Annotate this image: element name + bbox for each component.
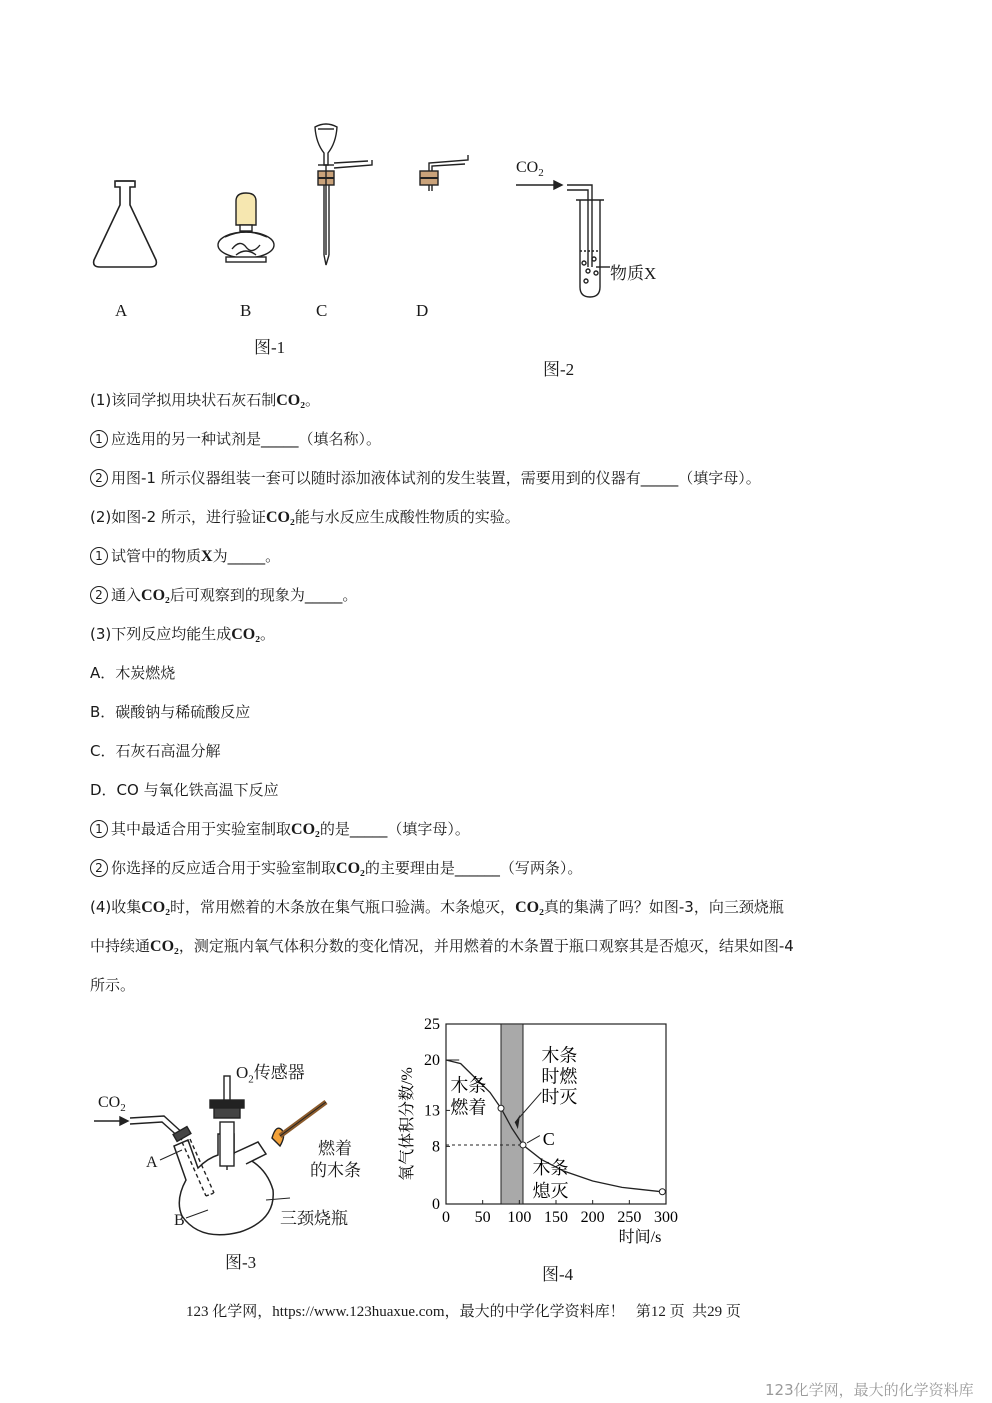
data-point bbox=[659, 1189, 665, 1195]
separatory-funnel-icon bbox=[315, 124, 372, 265]
q2-sub1-chem: X bbox=[201, 548, 213, 565]
alcohol-lamp-icon bbox=[218, 193, 274, 262]
fig3-stick-label-1: 燃着 bbox=[318, 1139, 352, 1158]
fig1-label-c: C bbox=[316, 301, 328, 320]
q3-option-c: C．石灰石高温分解 bbox=[90, 742, 221, 760]
x-axis-label: 时间/s bbox=[618, 1229, 662, 1246]
oxygen-fraction-chart bbox=[390, 1010, 720, 1255]
fig3-caption: 图-3 bbox=[225, 1253, 257, 1272]
test-tube-icon bbox=[567, 185, 610, 297]
q1-sub1-text: 应选用的另一种试剂是_____（填名称）。 bbox=[111, 430, 382, 448]
annotation-burning: 燃着 bbox=[450, 1097, 487, 1118]
figure-1-apparatus bbox=[80, 115, 500, 360]
fig1-caption: 图-1 bbox=[254, 338, 286, 357]
x-tick-label: 250 bbox=[617, 1209, 642, 1226]
q4-l1-post: 真的集满了吗？如图-3，向三颈烧瓶 bbox=[543, 898, 784, 916]
q3-title-pre: (3)下列反应均能生成 bbox=[90, 625, 232, 643]
figure-1 bbox=[80, 115, 500, 360]
arrow-right-icon bbox=[94, 1117, 128, 1125]
annotation-out: 木条 bbox=[532, 1157, 569, 1178]
q2-sub2-chem: CO₂ bbox=[141, 587, 170, 604]
q1-title bbox=[90, 390, 320, 411]
q3-title-post: 。 bbox=[260, 625, 276, 643]
x-tick-label: 100 bbox=[507, 1209, 532, 1226]
y-tick-label: 25 bbox=[424, 1016, 440, 1033]
q3-sub1 bbox=[90, 819, 470, 840]
q1-sub2-text: 用图-1 所示仪器组装一套可以随时添加液体试剂的发生装置，需要用到的仪器有_____（填字母）。 bbox=[111, 469, 761, 487]
figure-2 bbox=[510, 155, 700, 380]
annotation-flicker: 时燃 bbox=[541, 1066, 578, 1087]
q3-sub2-post: 的主要理由是______（写两条）。 bbox=[364, 859, 583, 877]
q2-title-pre: (2)如图-2 所示，进行验证 bbox=[90, 508, 266, 526]
fig1-label-d: D bbox=[416, 301, 429, 320]
q2-sub1-pre: 试管中的物质 bbox=[111, 547, 202, 565]
q3-sub2-pre: 你选择的反应适合用于实验室制取 bbox=[111, 859, 337, 877]
fig2-gas-label: $CO_2$ bbox=[516, 159, 544, 180]
annotation-flicker: 木条 bbox=[541, 1045, 578, 1066]
x-tick-label: 300 bbox=[654, 1209, 678, 1226]
q1-title-post: 。 bbox=[305, 391, 321, 409]
fig3-flask-label: 三颈烧瓶 bbox=[280, 1209, 348, 1228]
y-tick-label: 13 bbox=[424, 1102, 440, 1120]
y-tick-label: 0 bbox=[432, 1196, 440, 1213]
y-tick-label: 8 bbox=[432, 1138, 440, 1156]
fig3-stick-label-2: 的木条 bbox=[310, 1161, 361, 1180]
fig1-label-b: B bbox=[240, 301, 252, 320]
q4-l2-pre: 中持续通 bbox=[90, 937, 151, 955]
fig1-label-a: A bbox=[115, 301, 128, 320]
annotation-point-c: C bbox=[542, 1128, 555, 1149]
q2-title-chem: CO₂ bbox=[265, 509, 295, 526]
x-tick-label: 200 bbox=[580, 1209, 605, 1226]
q4-line1 bbox=[90, 897, 784, 918]
q2-title bbox=[90, 507, 520, 528]
q3-option-a: A．木炭燃烧 bbox=[90, 664, 176, 682]
stopper-tube-icon bbox=[420, 155, 468, 191]
q3-option-b: B．碳酸钠与稀硫酸反应 bbox=[90, 703, 251, 721]
q2-sub2 bbox=[90, 585, 357, 606]
x-tick-label: 0 bbox=[442, 1209, 450, 1226]
annotation-out: 熄灭 bbox=[532, 1180, 569, 1201]
q4-line2 bbox=[90, 936, 794, 957]
q3-sub2 bbox=[90, 858, 582, 879]
q1-sub2 bbox=[90, 468, 761, 488]
q4-l1-pre: (4)收集 bbox=[90, 898, 142, 916]
circle-number-1: 1 bbox=[90, 547, 108, 565]
data-point-c bbox=[520, 1142, 526, 1148]
page-footer: 123 化学网，https://www.123huaxue.com，最大的中学化学资料库！ 第12 页 共29 页 bbox=[186, 1304, 741, 1320]
q4-l1-chem1: CO₂ bbox=[141, 899, 171, 916]
q2-sub1 bbox=[90, 546, 280, 567]
q3-title bbox=[90, 624, 275, 645]
circle-number-1: 1 bbox=[90, 820, 108, 838]
q2-sub2-pre: 通入 bbox=[111, 586, 142, 604]
y-tick-label: 20 bbox=[424, 1052, 440, 1069]
x-tick-label: 150 bbox=[544, 1209, 568, 1226]
fig4-caption: 图-4 bbox=[542, 1265, 574, 1284]
annotation-flicker: 时灭 bbox=[541, 1087, 578, 1108]
q4-l2-chem: CO₂ bbox=[150, 938, 179, 955]
q3-sub1-chem: CO₂ bbox=[291, 821, 320, 838]
circle-number-2: 2 bbox=[90, 586, 108, 604]
arrow-right-icon bbox=[516, 181, 562, 189]
q1-title-chem: CO₂ bbox=[276, 392, 306, 409]
watermark: 123化学网，最大的化学资料库 bbox=[765, 1381, 974, 1399]
fig2-substance-label: 物质X bbox=[610, 264, 657, 283]
q4-l1-mid: 时，常用燃着的木条放在集气瓶口验满。木条熄灭， bbox=[170, 898, 516, 916]
q2-sub1-post: 为_____。 bbox=[212, 547, 281, 565]
figure-3 bbox=[90, 1050, 380, 1280]
q2-sub2-post: 后可观察到的现象为_____。 bbox=[169, 586, 358, 604]
x-tick-label: 50 bbox=[474, 1209, 491, 1226]
q1-title-pre: (1)该同学拟用块状石灰石制 bbox=[90, 391, 277, 409]
fig3-label-b: B bbox=[174, 1212, 185, 1229]
q3-sub2-chem: CO₂ bbox=[336, 860, 365, 877]
q4-line3: 所示。 bbox=[90, 976, 136, 994]
conical-flask-icon bbox=[94, 181, 157, 267]
q4-l2-post: ，测定瓶内氧气体积分数的变化情况，并用燃着的木条置于瓶口观察其是否熄灭，结果如图-4 bbox=[178, 937, 794, 955]
fig2-caption: 图-2 bbox=[543, 360, 575, 379]
circle-number-2: 2 bbox=[90, 859, 108, 877]
data-point bbox=[498, 1105, 504, 1111]
q3-title-chem: CO₂ bbox=[231, 626, 261, 643]
q1-sub1 bbox=[90, 429, 381, 449]
circle-number-2: 2 bbox=[90, 469, 108, 487]
figure-4 bbox=[390, 1010, 720, 1285]
fig3-label-a: A bbox=[146, 1154, 158, 1171]
q2-title-post: 能与水反应生成酸性物质的实验。 bbox=[294, 508, 520, 526]
annotation-burning: 木条 bbox=[450, 1075, 487, 1096]
circle-number-1: 1 bbox=[90, 430, 108, 448]
q4-l1-chem2: CO₂ bbox=[515, 899, 544, 916]
q3-sub1-pre: 其中最适合用于实验室制取 bbox=[111, 820, 292, 838]
annotation-leader bbox=[527, 1136, 540, 1143]
fig3-sensor-label: $O_2$传感器 bbox=[236, 1063, 305, 1086]
y-axis-label: 氧气体积分数/% bbox=[399, 1067, 416, 1181]
fig3-gas-label: $CO_2$ bbox=[98, 1094, 126, 1115]
q3-option-d: D．CO 与氧化铁高温下反应 bbox=[90, 781, 279, 799]
q3-sub1-post: 的是_____（填字母）。 bbox=[319, 820, 470, 838]
